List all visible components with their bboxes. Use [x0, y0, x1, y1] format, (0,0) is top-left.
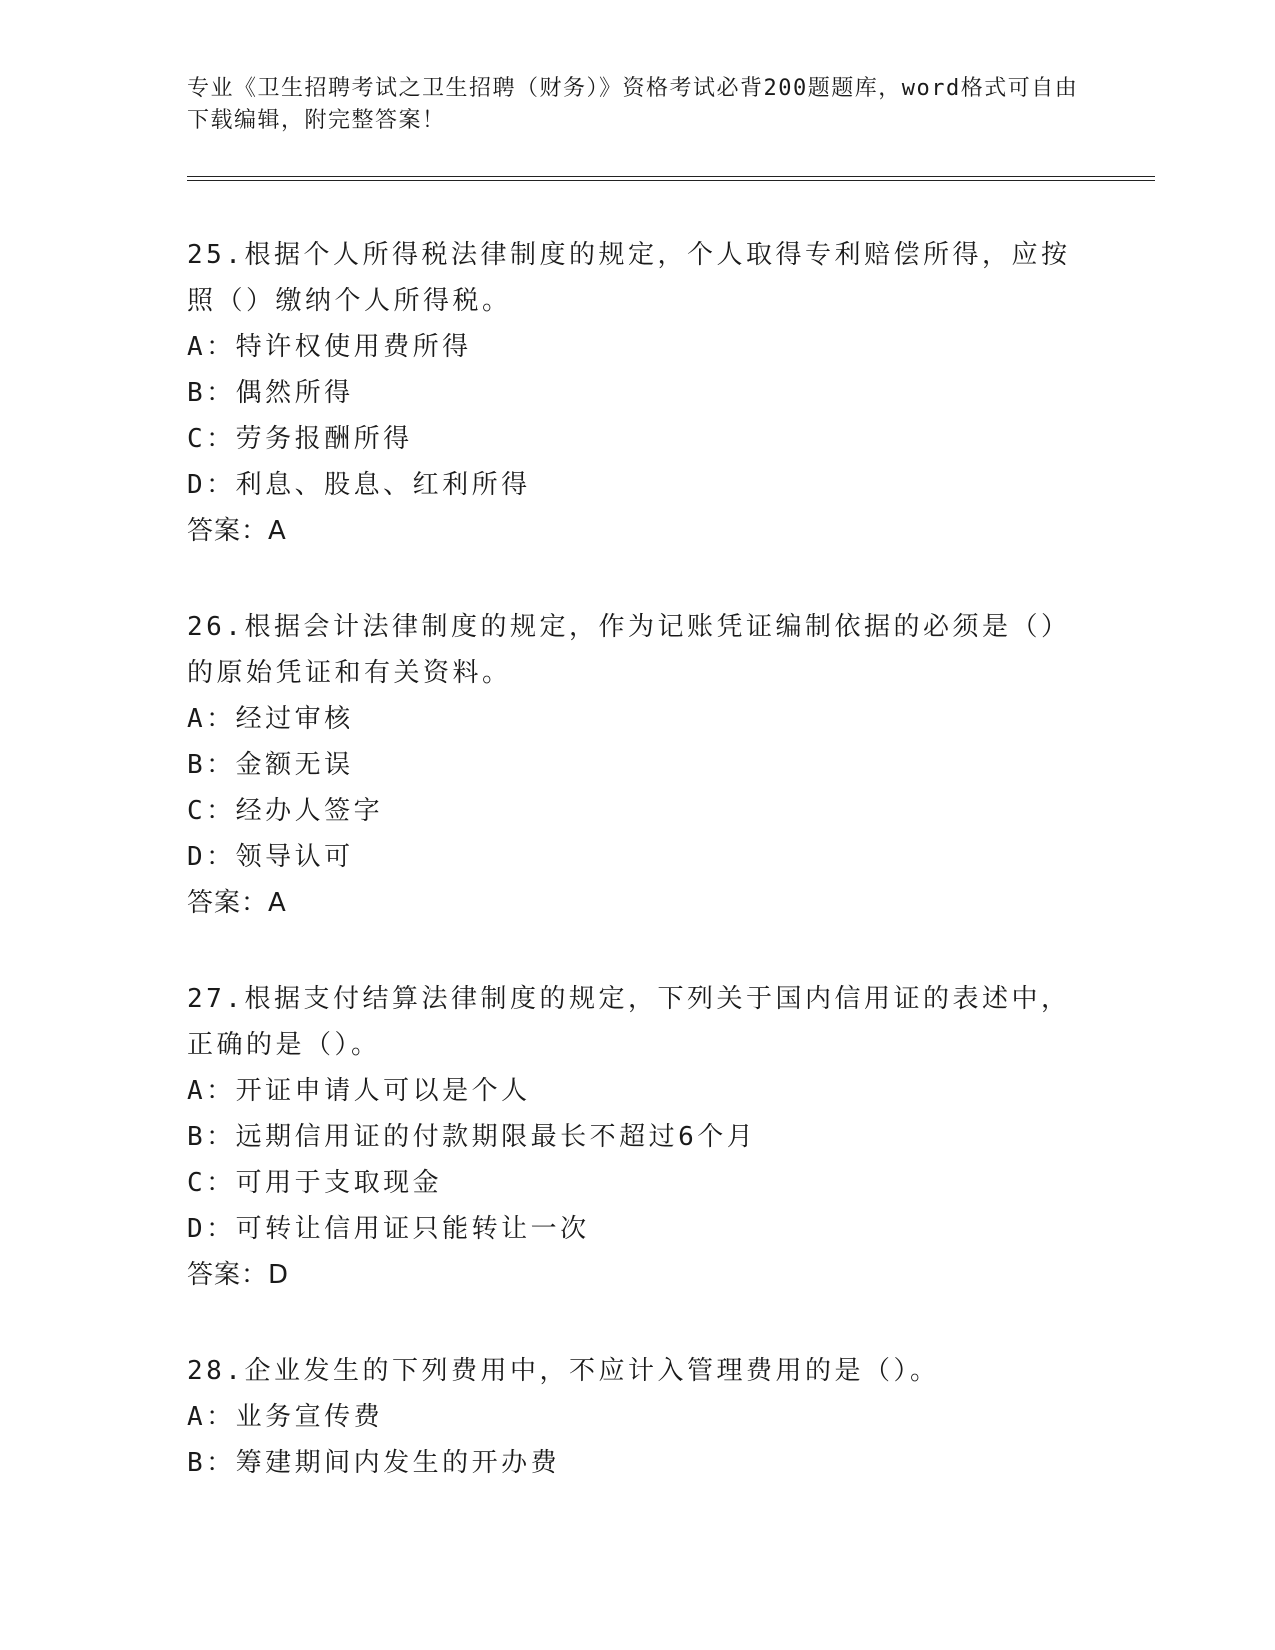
option-d: D：可转让信用证只能转让一次 [187, 1214, 590, 1244]
document-header: 专业《卫生招聘考试之卫生招聘（财务）》资格考试必背200题题库，word格式可自由下载编辑，附完整答案！ [187, 76, 1079, 133]
answer: 答案：A [187, 516, 287, 546]
option-b: B：筹建期间内发生的开办费 [187, 1448, 561, 1478]
question-list [187, 232, 1087, 1536]
answer: 答案：A [187, 888, 287, 918]
option-c: C：经办人签字 [187, 796, 384, 826]
answer: 答案：D [187, 1260, 290, 1290]
question-25 [187, 232, 1087, 554]
option-a: A：经过审核 [187, 704, 354, 734]
option-d: D：领导认可 [187, 842, 354, 872]
header-double-rule [187, 176, 1155, 181]
option-b: B：偶然所得 [187, 378, 354, 408]
option-c: C：劳务报酬所得 [187, 424, 413, 454]
option-a: A：业务宣传费 [187, 1402, 384, 1432]
option-c: C：可用于支取现金 [187, 1168, 443, 1198]
question-27 [187, 976, 1087, 1298]
option-d: D：利息、股息、红利所得 [187, 470, 531, 500]
option-a: A：特许权使用费所得 [187, 332, 472, 362]
question-text: 25.根据个人所得税法律制度的规定，个人取得专利赔偿所得，应按照（）缴纳个人所得税。 [187, 240, 1071, 316]
question-text: 28.企业发生的下列费用中，不应计入管理费用的是（）。 [187, 1356, 940, 1386]
option-b: B：金额无误 [187, 750, 354, 780]
question-text: 27.根据支付结算法律制度的规定，下列关于国内信用证的表述中，正确的是（）。 [187, 984, 1071, 1060]
question-26 [187, 604, 1087, 926]
option-a: A：开证申请人可以是个人 [187, 1076, 531, 1106]
question-28 [187, 1348, 1087, 1486]
option-b: B：远期信用证的付款期限最长不超过6个月 [187, 1122, 757, 1152]
question-text: 26.根据会计法律制度的规定，作为记账凭证编制依据的必须是（）的原始凭证和有关资料。 [187, 612, 1071, 688]
